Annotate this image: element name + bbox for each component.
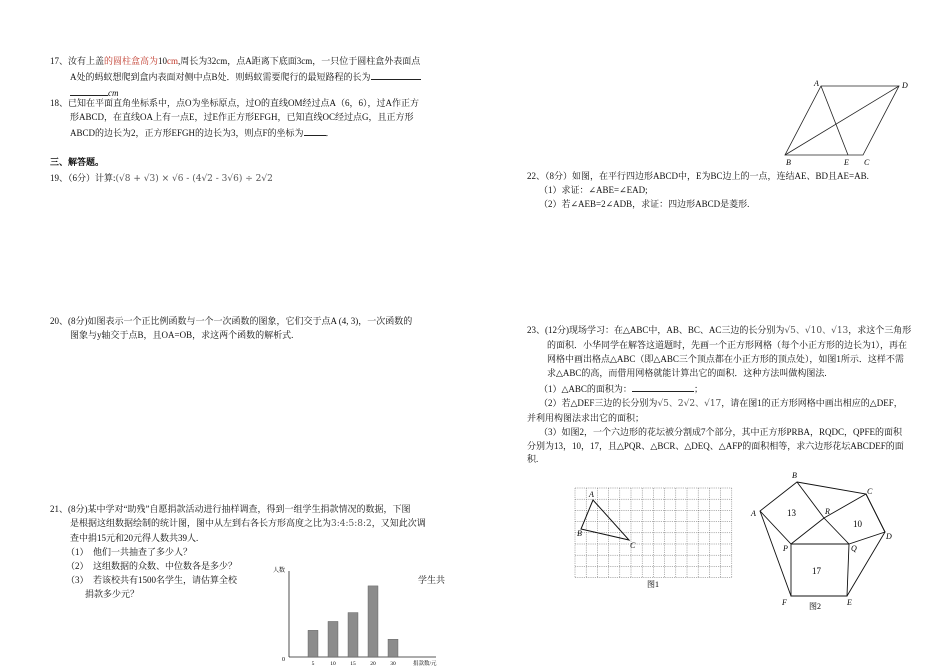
label-C: C	[864, 158, 870, 167]
radicals-def: √5、2√2、√17	[657, 398, 722, 409]
question-23: 23、(12分)现场学习：在△ABC中，AB、BC、AC三边的长分别为√5、√10、√13，求这个三角形 的面积．小华同学在解答这道题时，先画一个正方形网格（每个小正方形的边长为1），再在 网格中画出格点△ABC（即△ABC三个顶点都在小正方形的顶点处），如图1所示．这样不需 求△ABC的高，而借用网格就能计算出它的面积．这种方法叫做构图法. （1）△ABC的面积为： ； （2）若△DEF三边的长分别为√5、2√2、√17，请在图1的正方形网格中画出相应的△DEF， 并利用构图法求出它的面积； （3）如图2，一个六边形的花坛被分割成7个部分，其中正方形PRBA，RQDC，QPFE的面积 分别为13，10，17，且△PQR、△BCR、△DEQ、△AFP的面积相等，求六边形花坛ABCDEF的面 积.	[527, 325, 912, 465]
fig2-caption: 图2	[809, 602, 821, 611]
label-E: E	[844, 158, 849, 167]
question-18: 18、已知在平面直角坐标系中，点O为坐标原点，过O的直线OM经过点A（6，6），过A作正方 形ABCD，在直线OA上有一点E，过E作正方形EFGH，已知直线OC经过点G，且正方形 ABCD的边长为2，正方形EFGH的边长为3，则点F的坐标为 ．	[50, 98, 420, 138]
tick-label-15: 15	[350, 661, 356, 667]
bar-30	[388, 639, 398, 657]
fig2-label-D: D	[886, 532, 892, 541]
fig1-label-C: C	[630, 541, 636, 550]
q21-sub2: （2） 这组数据的众数、中位数各是多少？	[66, 560, 238, 571]
fig2-label-P: P	[783, 544, 788, 553]
figure-2-hexagon	[745, 466, 917, 612]
fig2-label-A: A	[751, 509, 756, 518]
y-axis-label: 人数	[273, 568, 286, 574]
label-B: B	[786, 158, 791, 167]
area-17: 17	[812, 566, 821, 576]
q17-line1: 17、汝有上盖的圆柱盒高为10cm,周长为32cm，点A距离下底面3cm，一只位于圆柱盒外表面点	[50, 56, 421, 66]
question-21: 21、(8分)某中学对“助残”自愿捐款活动进行抽样调查，得到一组学生捐款情况的数据，下图 是根据这组数据绘制的统计图，图中从左到右各长方形高度之比为3:4:5:8:2，又知此次调 查中捐15元和20元得人数共39人. （1） 他们一共抽查了多少人？ （2） 这组数据的众数、中位数各是多少？ （3） 若该校共有1500名学生，请估算全校 学生共 捐款多少元？	[50, 503, 452, 602]
q17-line3: cm	[50, 85, 452, 101]
bar-5	[308, 630, 318, 657]
fig2-label-E: E	[847, 598, 852, 607]
bar-10	[328, 621, 338, 657]
question-19: 19、（6分）计算:(√8 + √3) × √6 - (4√2 - 3√6) ÷ 2√2	[50, 173, 273, 184]
fig2-label-F: F	[782, 598, 787, 607]
tick-label-10: 10	[330, 661, 336, 667]
question-17	[50, 55, 452, 101]
area-10: 10	[853, 519, 862, 529]
answer-blank[interactable]	[70, 85, 108, 96]
radicals-abc: √5、√10、√13	[784, 326, 849, 336]
fig1-caption: 图1	[647, 580, 659, 589]
bar-20	[368, 586, 378, 657]
q21-sub1: （1） 他们一共抽查了多少人？	[66, 546, 193, 557]
fig2-label-B: B	[792, 471, 797, 480]
section-heading: 三、解答题。	[50, 157, 105, 167]
answer-blank[interactable]	[304, 125, 326, 136]
tick-label-5: 5	[311, 661, 315, 667]
q21-sub3: （3） 若该校共有1500名学生，请估算全校 学生共	[66, 574, 446, 585]
bars-group	[308, 586, 398, 667]
q19-expression: (√8 + √3) × √6 - (4√2 - 3√6) ÷ 2√2	[115, 174, 273, 184]
answer-blank[interactable]	[371, 69, 421, 80]
bar-15	[348, 613, 358, 657]
answer-blank[interactable]	[632, 381, 694, 392]
area-13: 13	[787, 508, 796, 518]
fig2-label-Q: Q	[851, 544, 857, 553]
fig1-label-A: A	[589, 490, 594, 499]
figure-1-grid	[569, 484, 739, 594]
fig1-label-B: B	[577, 529, 582, 538]
fig2-label-C: C	[867, 487, 873, 496]
question-20: 20、(8分)如图表示一个正比例函数与一个一次函数的图象，它们交于点A (4, 3)，一次函数的 图象与y轴交于点B，且OA=OB，求这两个函数的解析式.	[50, 316, 413, 340]
q17-highlight: 的圆柱盒高为	[104, 56, 159, 66]
label-A: A	[814, 79, 819, 88]
bar-chart	[266, 563, 456, 671]
origin-label: 0	[282, 657, 285, 663]
label-D: D	[902, 81, 908, 90]
question-22: 22、（8分）如图，在平行四边形ABCD中，E为BC边上的一点，连结AE、BD且AE=AB. （1）求证：∠ABE=∠EAD; （2）若∠AEB=2∠ADB，求证：四边形ABCD是菱形.	[527, 171, 869, 209]
figure-parallelogram	[779, 76, 939, 168]
triangle-abc	[581, 500, 629, 540]
tick-label-30: 30	[390, 661, 396, 667]
fig2-label-R: R	[825, 507, 830, 516]
q17-line2: A处的蚂蚁想爬到盒内表面对侧中点B处．则蚂蚁需要爬行的最短路程的长为	[50, 69, 452, 85]
tick-label-20: 20	[370, 661, 376, 667]
x-axis-label: 捐款数/元	[413, 661, 437, 667]
